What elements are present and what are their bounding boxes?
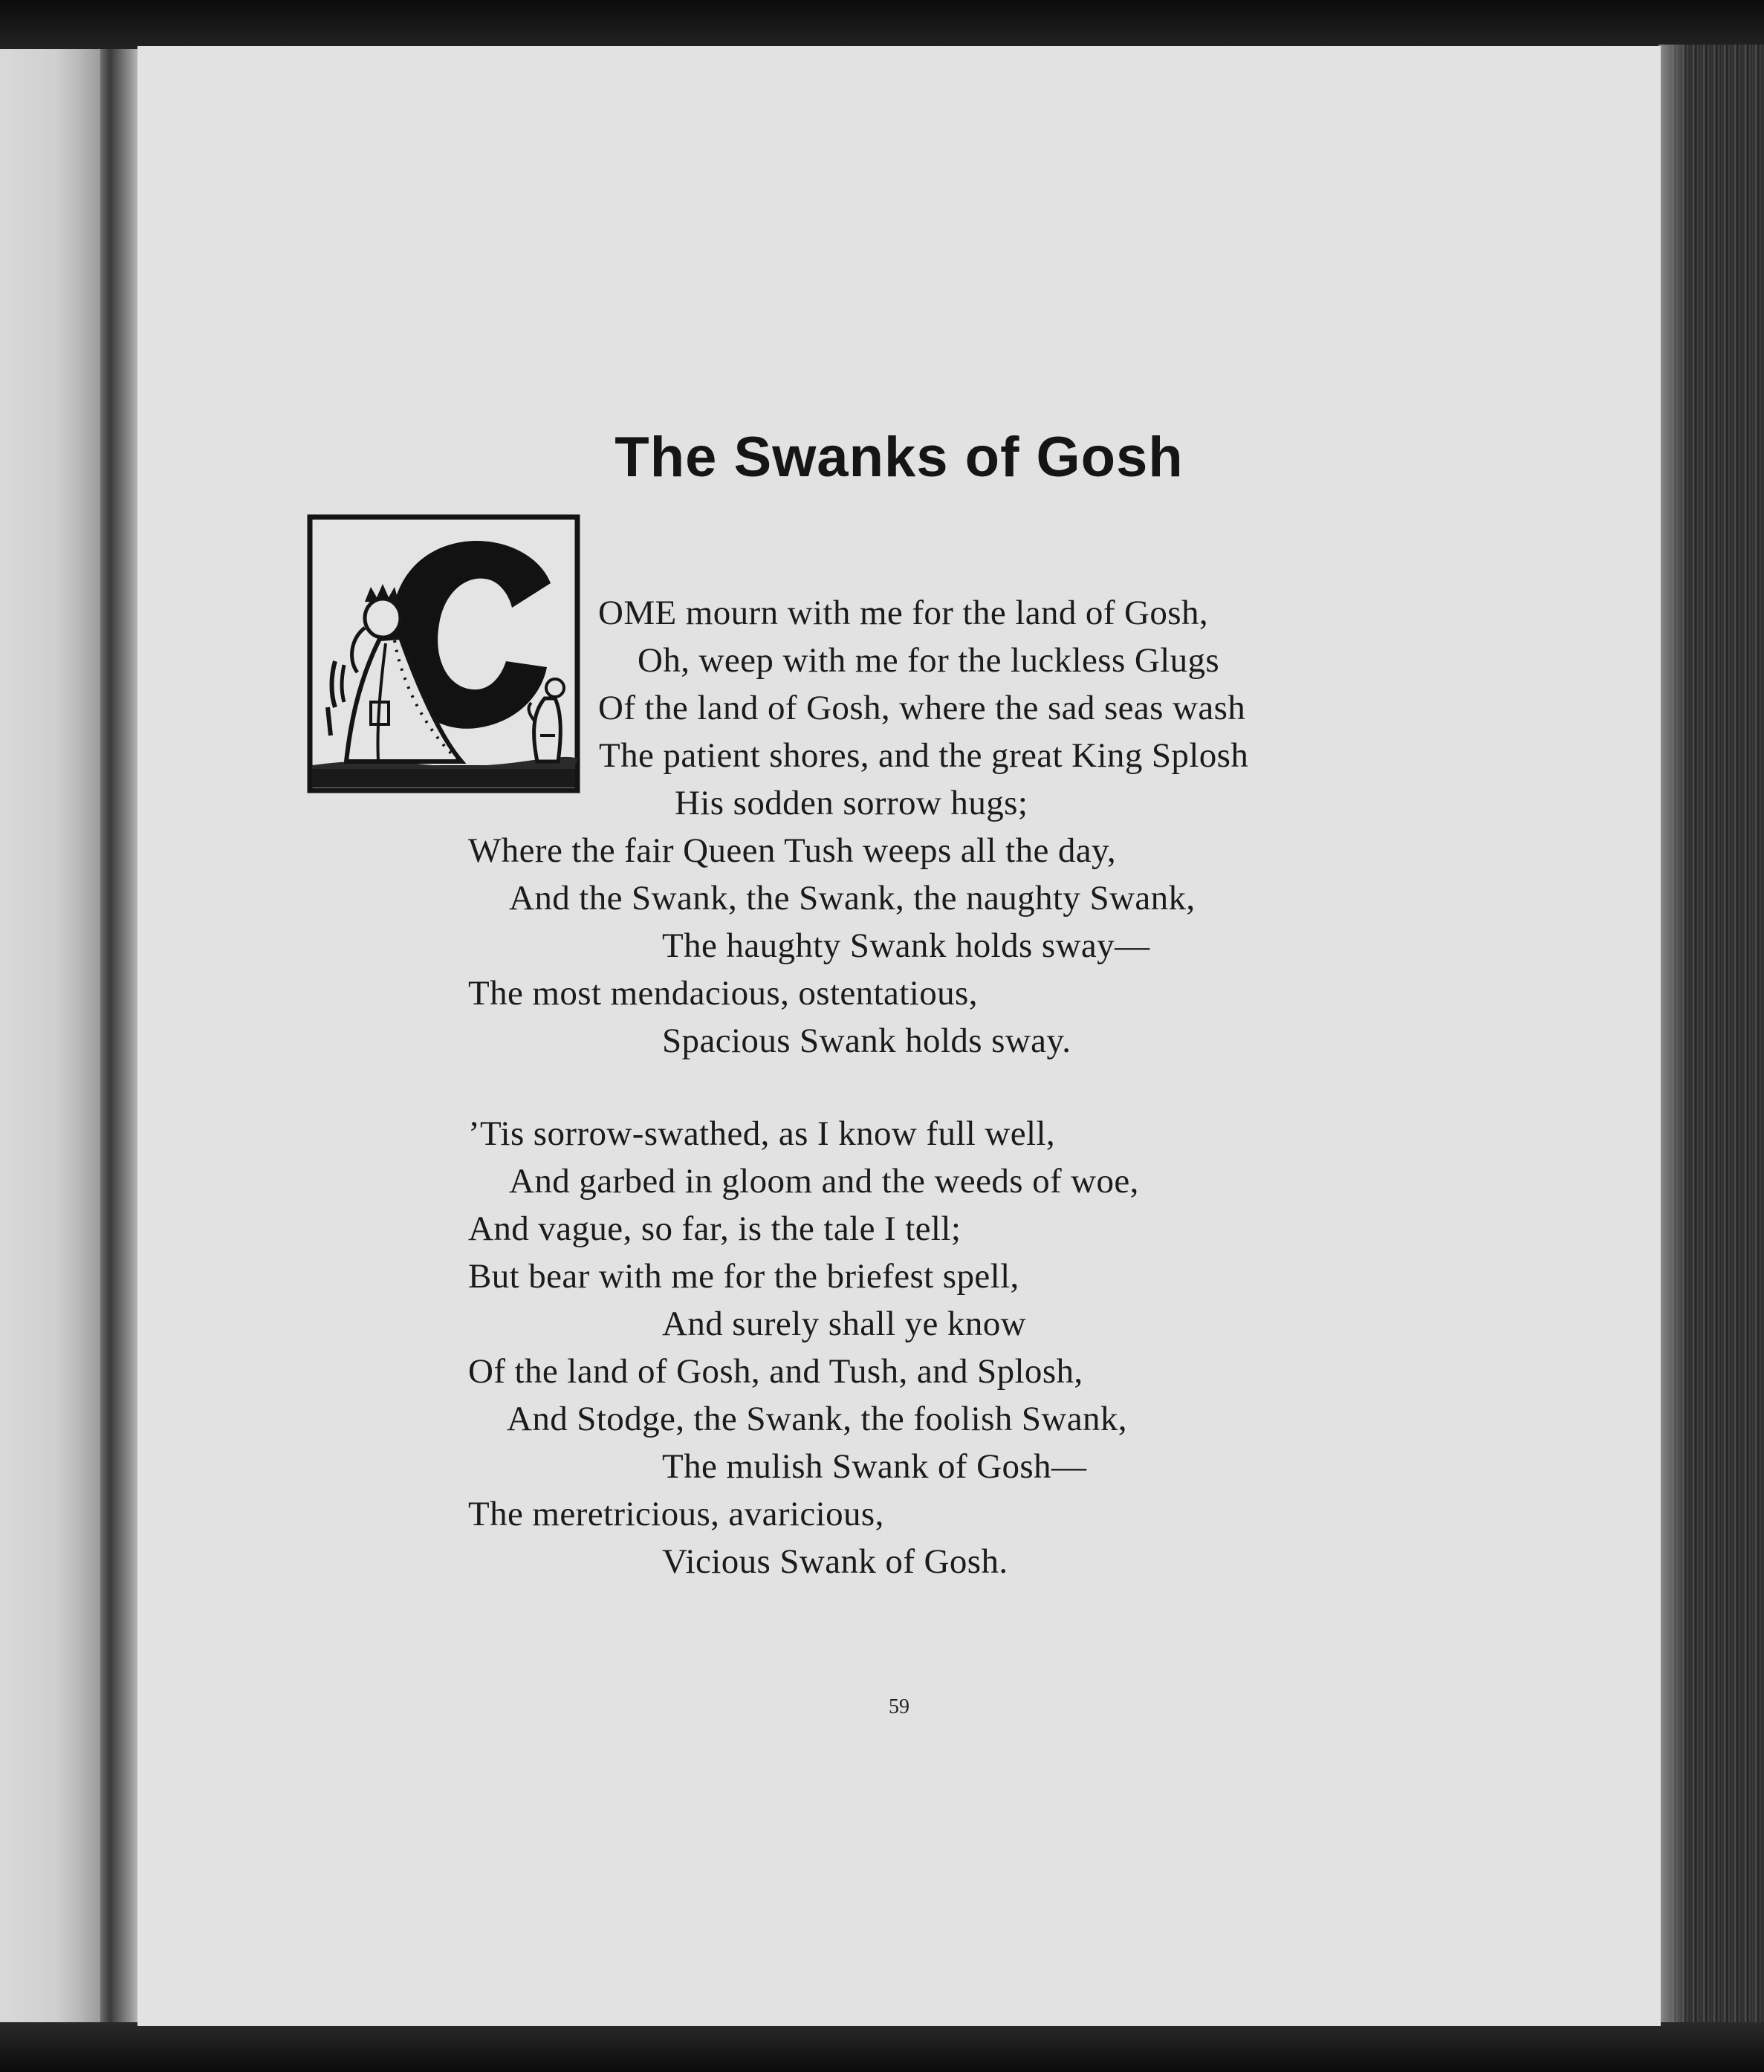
- verse-line: But bear with me for the briefest spell,: [468, 1257, 1019, 1296]
- page-block-edges: [1658, 45, 1764, 2030]
- verse-line: Spacious Swank holds sway.: [662, 1022, 1071, 1060]
- verse-line: The haughty Swank holds sway—: [662, 926, 1150, 965]
- page-number: 59: [889, 1695, 909, 1718]
- verse-line: Vicious Swank of Gosh.: [662, 1542, 1008, 1581]
- facing-page-edge: [0, 49, 100, 2025]
- verse-line: And surely shall ye know: [662, 1305, 1026, 1343]
- verse-line: Where the fair Queen Tush weeps all the day,: [468, 831, 1117, 870]
- verse-line: Of the land of Gosh, where the sad seas wash: [598, 689, 1246, 727]
- book-gutter: [100, 49, 139, 2025]
- verse-line: The patient shores, and the great King Splosh: [599, 736, 1249, 775]
- poem-title: The Swanks of Gosh: [615, 426, 1184, 489]
- verse-line: And Stodge, the Swank, the foolish Swank,: [507, 1400, 1127, 1438]
- scan-top-edge: [0, 0, 1764, 51]
- poem-body: [137, 46, 1661, 2026]
- verse-line: The most mendacious, ostentatious,: [468, 974, 978, 1013]
- verse-line: And vague, so far, is the tale I tell;: [468, 1209, 962, 1248]
- verse-line: Oh, weep with me for the luckless Glugs: [638, 641, 1220, 680]
- verse-line: And garbed in gloom and the weeds of woe,: [509, 1162, 1139, 1201]
- verse-line: OME mourn with me for the land of Gosh,: [598, 594, 1209, 632]
- scan-bottom-edge: [0, 2022, 1764, 2072]
- verse-line: The meretricious, avaricious,: [468, 1495, 884, 1533]
- verse-line: His sodden sorrow hugs;: [675, 784, 1028, 822]
- verse-line: ’Tis sorrow-swathed, as I know full well,: [468, 1114, 1056, 1153]
- book-page: [137, 46, 1661, 2026]
- verse-line: And the Swank, the Swank, the naughty Swank,: [509, 879, 1196, 918]
- verse-line: The mulish Swank of Gosh—: [662, 1447, 1087, 1486]
- verse-line: Of the land of Gosh, and Tush, and Splosh,: [468, 1352, 1083, 1391]
